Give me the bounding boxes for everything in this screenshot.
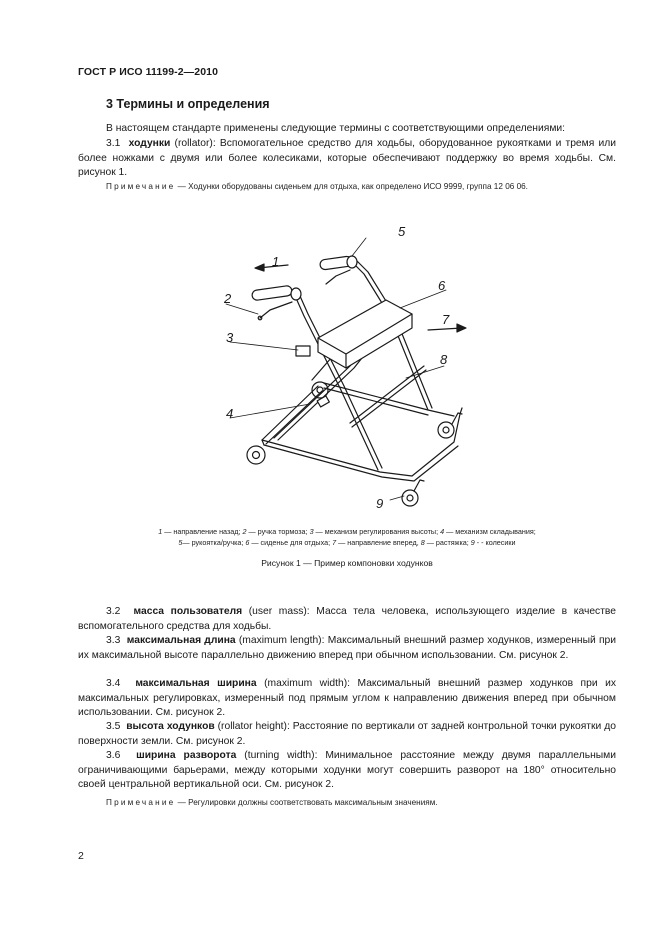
callout-7: 7 [442, 312, 450, 327]
front-right-wheel [438, 413, 462, 438]
legend-text: — растяжка; [424, 538, 471, 547]
note-label: Примечание [106, 182, 176, 191]
callout-4: 4 [226, 406, 234, 421]
term-3-5 [78, 720, 616, 749]
legend-num: 5 [178, 538, 183, 547]
term-english: (rollator): [170, 138, 220, 149]
term-english: (user mass): [242, 606, 317, 617]
legend-text: — ручка тормоза; [246, 527, 310, 536]
term-english: (turning width): [236, 750, 326, 761]
legend-text: — механизм складывания; [444, 527, 536, 536]
term-number: 3.4 [106, 678, 121, 689]
term-number: 3.6 [106, 750, 121, 761]
legend-num: 4 [440, 527, 445, 536]
term-english: (maximum length): [235, 635, 328, 646]
term-3-6 [78, 749, 616, 793]
legend-text: — сиденье для отдыха; [249, 538, 333, 547]
callout-2: 2 [224, 291, 232, 306]
legend-num: 2 [242, 527, 247, 536]
right-handle [319, 256, 357, 284]
term-3-2 [78, 605, 616, 634]
base-frame [262, 383, 462, 481]
figure-legend-line-1 [78, 526, 616, 537]
seat [318, 300, 412, 368]
term-number: 3.1 [106, 138, 121, 149]
term-name: высота ходунков [126, 721, 215, 732]
legend-text: — направление вперед, [336, 538, 421, 547]
note-1 [78, 181, 616, 194]
legend-text: - - колесики [474, 538, 516, 547]
left-handle [251, 285, 301, 320]
term-number: 3.3 [106, 635, 121, 646]
note-2 [78, 797, 616, 810]
term-definition: Минимальное расстояние между двумя параллельными ограничивающими барьерами, между которыми ходунки могут совершить разворот на 180° относительно своей центральной вертикальной оси. См. рисунок 2. [78, 750, 616, 790]
term-3-3 [78, 634, 616, 663]
figure-caption: Рисунок 1 — Пример компоновки ходунков [261, 558, 433, 568]
term-name: ширина разворота [136, 750, 237, 761]
intro-paragraph: В настоящем стандарте применены следующие термины с соответствующими определениями: [106, 123, 566, 134]
rollator-drawing [200, 218, 500, 523]
term-definition: Расстояние по вертикали от задней контрольной точки рукоятки до поверхности земли. См. рисунок 2. [78, 721, 616, 747]
height-adjuster [296, 346, 310, 356]
callout-5: 5 [398, 224, 406, 239]
note-text: — Ходунки оборудованы сиденьем для отдыха, как определено ИСО 9999, группа 12 06 06. [177, 182, 528, 191]
term-definition: Вспомогательное средство для ходьбы, оборудованное рукоятками и тремя или более ножками с двумя или более колесиками, которые обеспечивают поддержку во время ходьбы. См. рисунок 1. [78, 138, 616, 178]
term-name: ходунки [128, 138, 171, 149]
legend-text: — механизм регулирования высоты; [313, 527, 441, 536]
callout-6: 6 [438, 278, 446, 293]
legend-num: 3 [309, 527, 314, 536]
legend-text: — направление назад; [162, 527, 243, 536]
rear-left-wheel [247, 446, 265, 464]
term-name: масса пользователя [133, 606, 243, 617]
callout-3: 3 [226, 330, 234, 345]
legend-text: — рукоятка/ручка; [182, 538, 246, 547]
callout-8: 8 [440, 352, 448, 367]
rear-uprights [296, 258, 432, 470]
callout-1: 1 [272, 254, 280, 269]
term-definition: Масса тела человека, использующего изделие в качестве вспомогательного средства для ходьбы. [78, 606, 616, 632]
note-text: — Регулировки должны соответствовать максимальным значениям. [177, 798, 438, 807]
legend-num: 9 [470, 538, 475, 547]
term-3-4 [78, 677, 616, 721]
term-definition: Максимальный внешний размер ходунков при их максимальных регулировках, измеренный под прямым углом к направлению движения вперед при обычном использовании. См. рисунок 2. [78, 678, 617, 718]
front-left-wheel [402, 480, 424, 506]
term-english: (maximum width): [256, 678, 358, 689]
figure-legend-line-2 [78, 537, 616, 548]
term-name: максимальная длина [126, 635, 236, 646]
legend-num: 8 [420, 538, 425, 547]
term-number: 3.2 [106, 606, 121, 617]
callout-9: 9 [376, 496, 384, 511]
rollator-figure [200, 218, 500, 523]
legend-num: 6 [245, 538, 250, 547]
term-name: максимальная ширина [135, 678, 257, 689]
term-english: (rollator height): [214, 721, 293, 732]
term-definition: Максимальный внешний размер ходунков, измеренный при их максимальной высоте параллельно движению вперед при обычном использовании. См. рисунок 2. [78, 635, 616, 661]
section-heading: 3 Термины и определения [106, 97, 270, 111]
term-3-1 [78, 137, 616, 181]
legend-num: 7 [332, 538, 337, 547]
page-number: 2 [78, 850, 84, 862]
document-header: ГОСТ Р ИСО 11199-2—2010 [78, 66, 219, 78]
legend-num: 1 [158, 527, 163, 536]
term-number: 3.5 [106, 721, 121, 732]
note-label: Примечание [106, 798, 176, 807]
